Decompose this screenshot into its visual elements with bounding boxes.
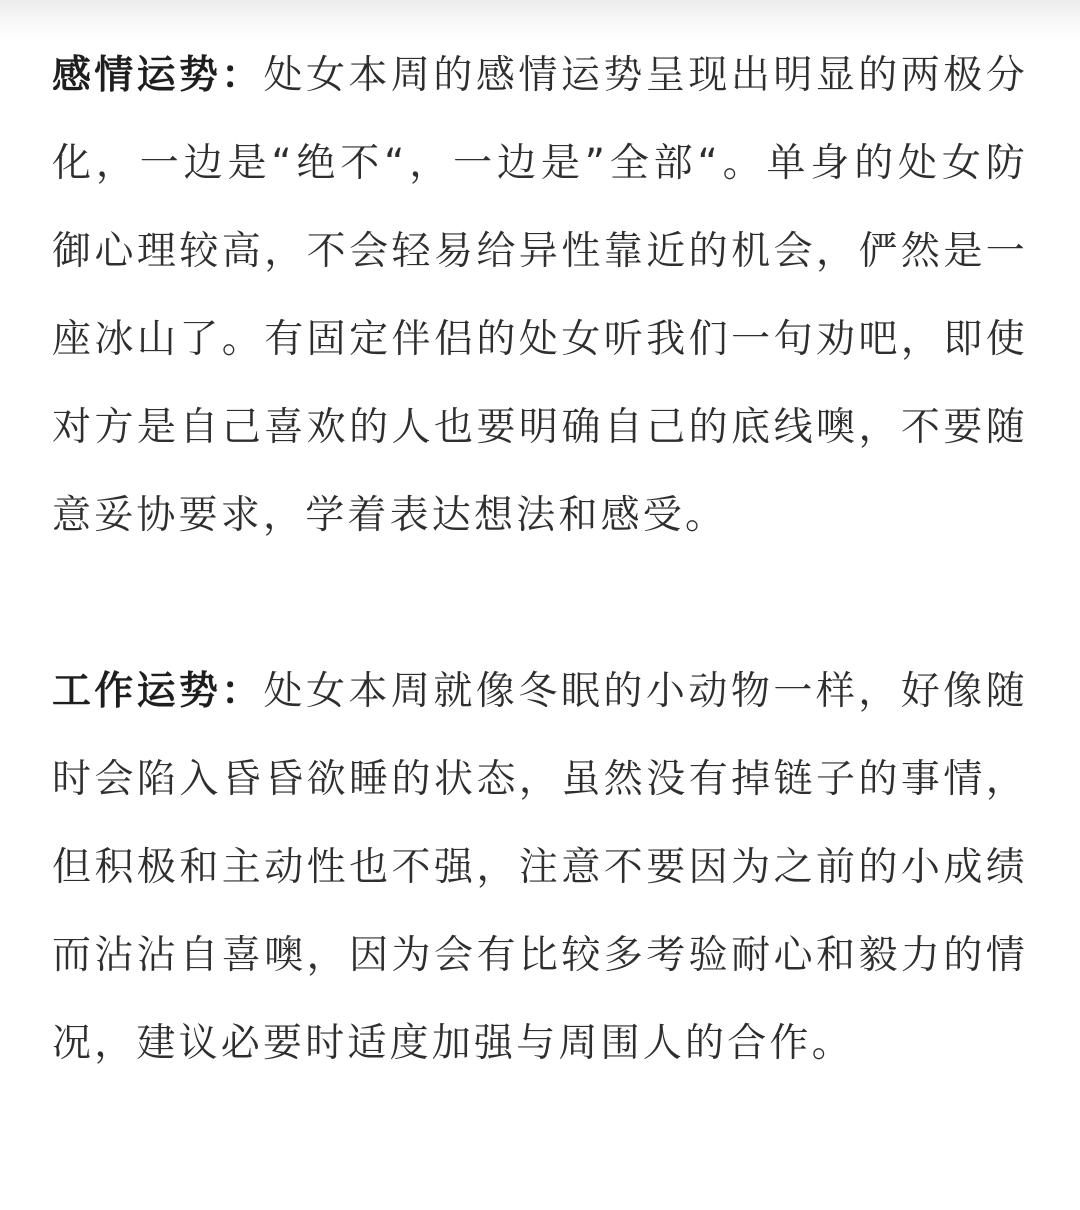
love-fortune-paragraph [52, 32, 1028, 560]
work-fortune-heading: 工作运势： [52, 669, 264, 714]
love-fortune-text: 处女本周的感情运势呈现出明显的两极分化，一边是“绝不“，一边是”全部“。单身的处女防御心理较高，不会轻易给异性靠近的机会，俨然是一座冰山了。有固定伴侣的处女听我们一句劝吧，即使对方是自己喜欢的人也要明确自己的底线噢，不要随意妥协要求，学着表达想法和感受。 [52, 53, 1028, 538]
work-fortune-paragraph [52, 648, 1028, 1088]
horoscope-article [52, 32, 1028, 1088]
work-fortune-text: 处女本周就像冬眠的小动物一样，好像随时会陷入昏昏欲睡的状态，虽然没有掉链子的事情，但积极和主动性也不强，注意不要因为之前的小成绩而沾沾自喜噢，因为会有比较多考验耐心和毅力的情况，建议必要时适度加强与周围人的合作。 [52, 669, 1028, 1066]
love-fortune-heading: 感情运势： [52, 53, 264, 98]
